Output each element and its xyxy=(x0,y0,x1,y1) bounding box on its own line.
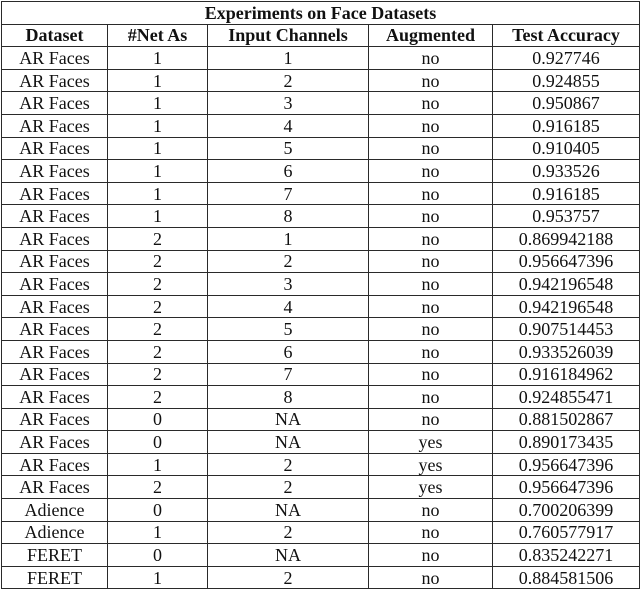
cell-test-accuracy: 0.916184962 xyxy=(493,363,640,386)
table-row xyxy=(2,137,640,160)
experiments-table xyxy=(1,1,640,589)
cell-augmented: no xyxy=(369,386,493,409)
cell-net-as: 2 xyxy=(108,250,208,273)
table-row xyxy=(2,250,640,273)
cell-dataset: AR Faces xyxy=(2,92,108,115)
cell-net-as: 2 xyxy=(108,476,208,499)
cell-test-accuracy: 0.869942188 xyxy=(493,227,640,250)
cell-input-channels: 5 xyxy=(208,137,369,160)
table-row xyxy=(2,386,640,409)
cell-augmented: no xyxy=(369,273,493,296)
title-row xyxy=(2,2,640,25)
cell-test-accuracy: 0.942196548 xyxy=(493,273,640,296)
cell-test-accuracy: 0.953757 xyxy=(493,205,640,228)
cell-augmented: yes xyxy=(369,453,493,476)
cell-test-accuracy: 0.760577917 xyxy=(493,521,640,544)
cell-augmented: no xyxy=(369,566,493,589)
cell-dataset: AR Faces xyxy=(2,340,108,363)
cell-net-as: 1 xyxy=(108,47,208,70)
cell-input-channels: 6 xyxy=(208,340,369,363)
cell-dataset: AR Faces xyxy=(2,114,108,137)
cell-input-channels: 1 xyxy=(208,227,369,250)
table-row xyxy=(2,340,640,363)
cell-input-channels: NA xyxy=(208,408,369,431)
cell-dataset: AR Faces xyxy=(2,363,108,386)
column-header-dataset: Dataset xyxy=(2,24,108,47)
cell-augmented: no xyxy=(369,69,493,92)
cell-test-accuracy: 0.890173435 xyxy=(493,431,640,454)
cell-test-accuracy: 0.924855 xyxy=(493,69,640,92)
cell-input-channels: 7 xyxy=(208,363,369,386)
cell-augmented: no xyxy=(369,47,493,70)
cell-input-channels: NA xyxy=(208,499,369,522)
cell-augmented: no xyxy=(369,295,493,318)
cell-net-as: 2 xyxy=(108,340,208,363)
table-row xyxy=(2,318,640,341)
cell-dataset: AR Faces xyxy=(2,47,108,70)
cell-input-channels: 4 xyxy=(208,295,369,318)
cell-net-as: 1 xyxy=(108,160,208,183)
cell-test-accuracy: 0.916185 xyxy=(493,114,640,137)
table-row xyxy=(2,566,640,589)
cell-input-channels: 2 xyxy=(208,250,369,273)
cell-input-channels: 7 xyxy=(208,182,369,205)
cell-dataset: AR Faces xyxy=(2,227,108,250)
table-row xyxy=(2,273,640,296)
cell-dataset: AR Faces xyxy=(2,295,108,318)
cell-input-channels: 2 xyxy=(208,453,369,476)
cell-net-as: 1 xyxy=(108,69,208,92)
cell-test-accuracy: 0.907514453 xyxy=(493,318,640,341)
cell-net-as: 2 xyxy=(108,273,208,296)
table-row xyxy=(2,205,640,228)
cell-dataset: FERET xyxy=(2,566,108,589)
cell-net-as: 1 xyxy=(108,566,208,589)
cell-net-as: 1 xyxy=(108,137,208,160)
cell-dataset: AR Faces xyxy=(2,250,108,273)
cell-augmented: no xyxy=(369,318,493,341)
column-header-test-accuracy: Test Accuracy xyxy=(493,24,640,47)
cell-net-as: 2 xyxy=(108,386,208,409)
cell-augmented: no xyxy=(369,408,493,431)
cell-augmented: yes xyxy=(369,431,493,454)
cell-dataset: AR Faces xyxy=(2,160,108,183)
cell-test-accuracy: 0.950867 xyxy=(493,92,640,115)
cell-dataset: AR Faces xyxy=(2,453,108,476)
cell-net-as: 0 xyxy=(108,408,208,431)
cell-input-channels: 2 xyxy=(208,69,369,92)
cell-test-accuracy: 0.956647396 xyxy=(493,453,640,476)
cell-test-accuracy: 0.700206399 xyxy=(493,499,640,522)
cell-net-as: 1 xyxy=(108,114,208,137)
cell-augmented: no xyxy=(369,521,493,544)
cell-augmented: no xyxy=(369,160,493,183)
table-title: Experiments on Face Datasets xyxy=(2,2,640,25)
cell-test-accuracy: 0.956647396 xyxy=(493,476,640,499)
cell-dataset: FERET xyxy=(2,544,108,567)
cell-augmented: no xyxy=(369,92,493,115)
cell-input-channels: 6 xyxy=(208,160,369,183)
table-row xyxy=(2,47,640,70)
table-row xyxy=(2,92,640,115)
table-row xyxy=(2,160,640,183)
cell-augmented: no xyxy=(369,363,493,386)
cell-net-as: 1 xyxy=(108,453,208,476)
column-header-augmented: Augmented xyxy=(369,24,493,47)
cell-test-accuracy: 0.956647396 xyxy=(493,250,640,273)
header-row xyxy=(2,24,640,47)
cell-net-as: 2 xyxy=(108,363,208,386)
cell-dataset: AR Faces xyxy=(2,273,108,296)
cell-input-channels: 3 xyxy=(208,92,369,115)
cell-test-accuracy: 0.884581506 xyxy=(493,566,640,589)
cell-augmented: no xyxy=(369,499,493,522)
table-row xyxy=(2,476,640,499)
cell-test-accuracy: 0.881502867 xyxy=(493,408,640,431)
cell-dataset: AR Faces xyxy=(2,408,108,431)
cell-augmented: yes xyxy=(369,476,493,499)
cell-input-channels: NA xyxy=(208,544,369,567)
table-row xyxy=(2,295,640,318)
cell-dataset: AR Faces xyxy=(2,69,108,92)
cell-dataset: AR Faces xyxy=(2,431,108,454)
cell-input-channels: NA xyxy=(208,431,369,454)
cell-dataset: AR Faces xyxy=(2,318,108,341)
cell-augmented: no xyxy=(369,227,493,250)
column-header-net-as: #Net As xyxy=(108,24,208,47)
cell-test-accuracy: 0.835242271 xyxy=(493,544,640,567)
cell-net-as: 0 xyxy=(108,499,208,522)
cell-dataset: AR Faces xyxy=(2,182,108,205)
cell-net-as: 1 xyxy=(108,205,208,228)
table-row xyxy=(2,69,640,92)
cell-test-accuracy: 0.927746 xyxy=(493,47,640,70)
cell-input-channels: 3 xyxy=(208,273,369,296)
cell-input-channels: 1 xyxy=(208,47,369,70)
table-row xyxy=(2,453,640,476)
cell-net-as: 1 xyxy=(108,521,208,544)
cell-net-as: 0 xyxy=(108,431,208,454)
cell-dataset: AR Faces xyxy=(2,476,108,499)
cell-augmented: no xyxy=(369,340,493,363)
table-row xyxy=(2,544,640,567)
cell-dataset: AR Faces xyxy=(2,386,108,409)
cell-net-as: 1 xyxy=(108,92,208,115)
table-row xyxy=(2,408,640,431)
cell-net-as: 2 xyxy=(108,227,208,250)
table-row xyxy=(2,431,640,454)
table-row xyxy=(2,227,640,250)
cell-test-accuracy: 0.933526 xyxy=(493,160,640,183)
cell-augmented: no xyxy=(369,182,493,205)
cell-input-channels: 5 xyxy=(208,318,369,341)
cell-augmented: no xyxy=(369,114,493,137)
cell-test-accuracy: 0.916185 xyxy=(493,182,640,205)
cell-dataset: AR Faces xyxy=(2,205,108,228)
cell-augmented: no xyxy=(369,544,493,567)
cell-net-as: 0 xyxy=(108,544,208,567)
table-row xyxy=(2,363,640,386)
cell-input-channels: 2 xyxy=(208,521,369,544)
cell-dataset: Adience xyxy=(2,521,108,544)
cell-net-as: 2 xyxy=(108,295,208,318)
table-row xyxy=(2,521,640,544)
cell-input-channels: 2 xyxy=(208,566,369,589)
cell-augmented: no xyxy=(369,137,493,160)
cell-net-as: 2 xyxy=(108,318,208,341)
cell-augmented: no xyxy=(369,250,493,273)
cell-input-channels: 8 xyxy=(208,205,369,228)
cell-input-channels: 8 xyxy=(208,386,369,409)
cell-net-as: 1 xyxy=(108,182,208,205)
column-header-input-channels: Input Channels xyxy=(208,24,369,47)
cell-test-accuracy: 0.924855471 xyxy=(493,386,640,409)
table-row xyxy=(2,499,640,522)
cell-dataset: AR Faces xyxy=(2,137,108,160)
cell-augmented: no xyxy=(369,205,493,228)
cell-input-channels: 2 xyxy=(208,476,369,499)
table-row xyxy=(2,182,640,205)
cell-dataset: Adience xyxy=(2,499,108,522)
cell-input-channels: 4 xyxy=(208,114,369,137)
cell-test-accuracy: 0.933526039 xyxy=(493,340,640,363)
table-body xyxy=(2,47,640,589)
cell-test-accuracy: 0.942196548 xyxy=(493,295,640,318)
cell-test-accuracy: 0.910405 xyxy=(493,137,640,160)
table-row xyxy=(2,114,640,137)
